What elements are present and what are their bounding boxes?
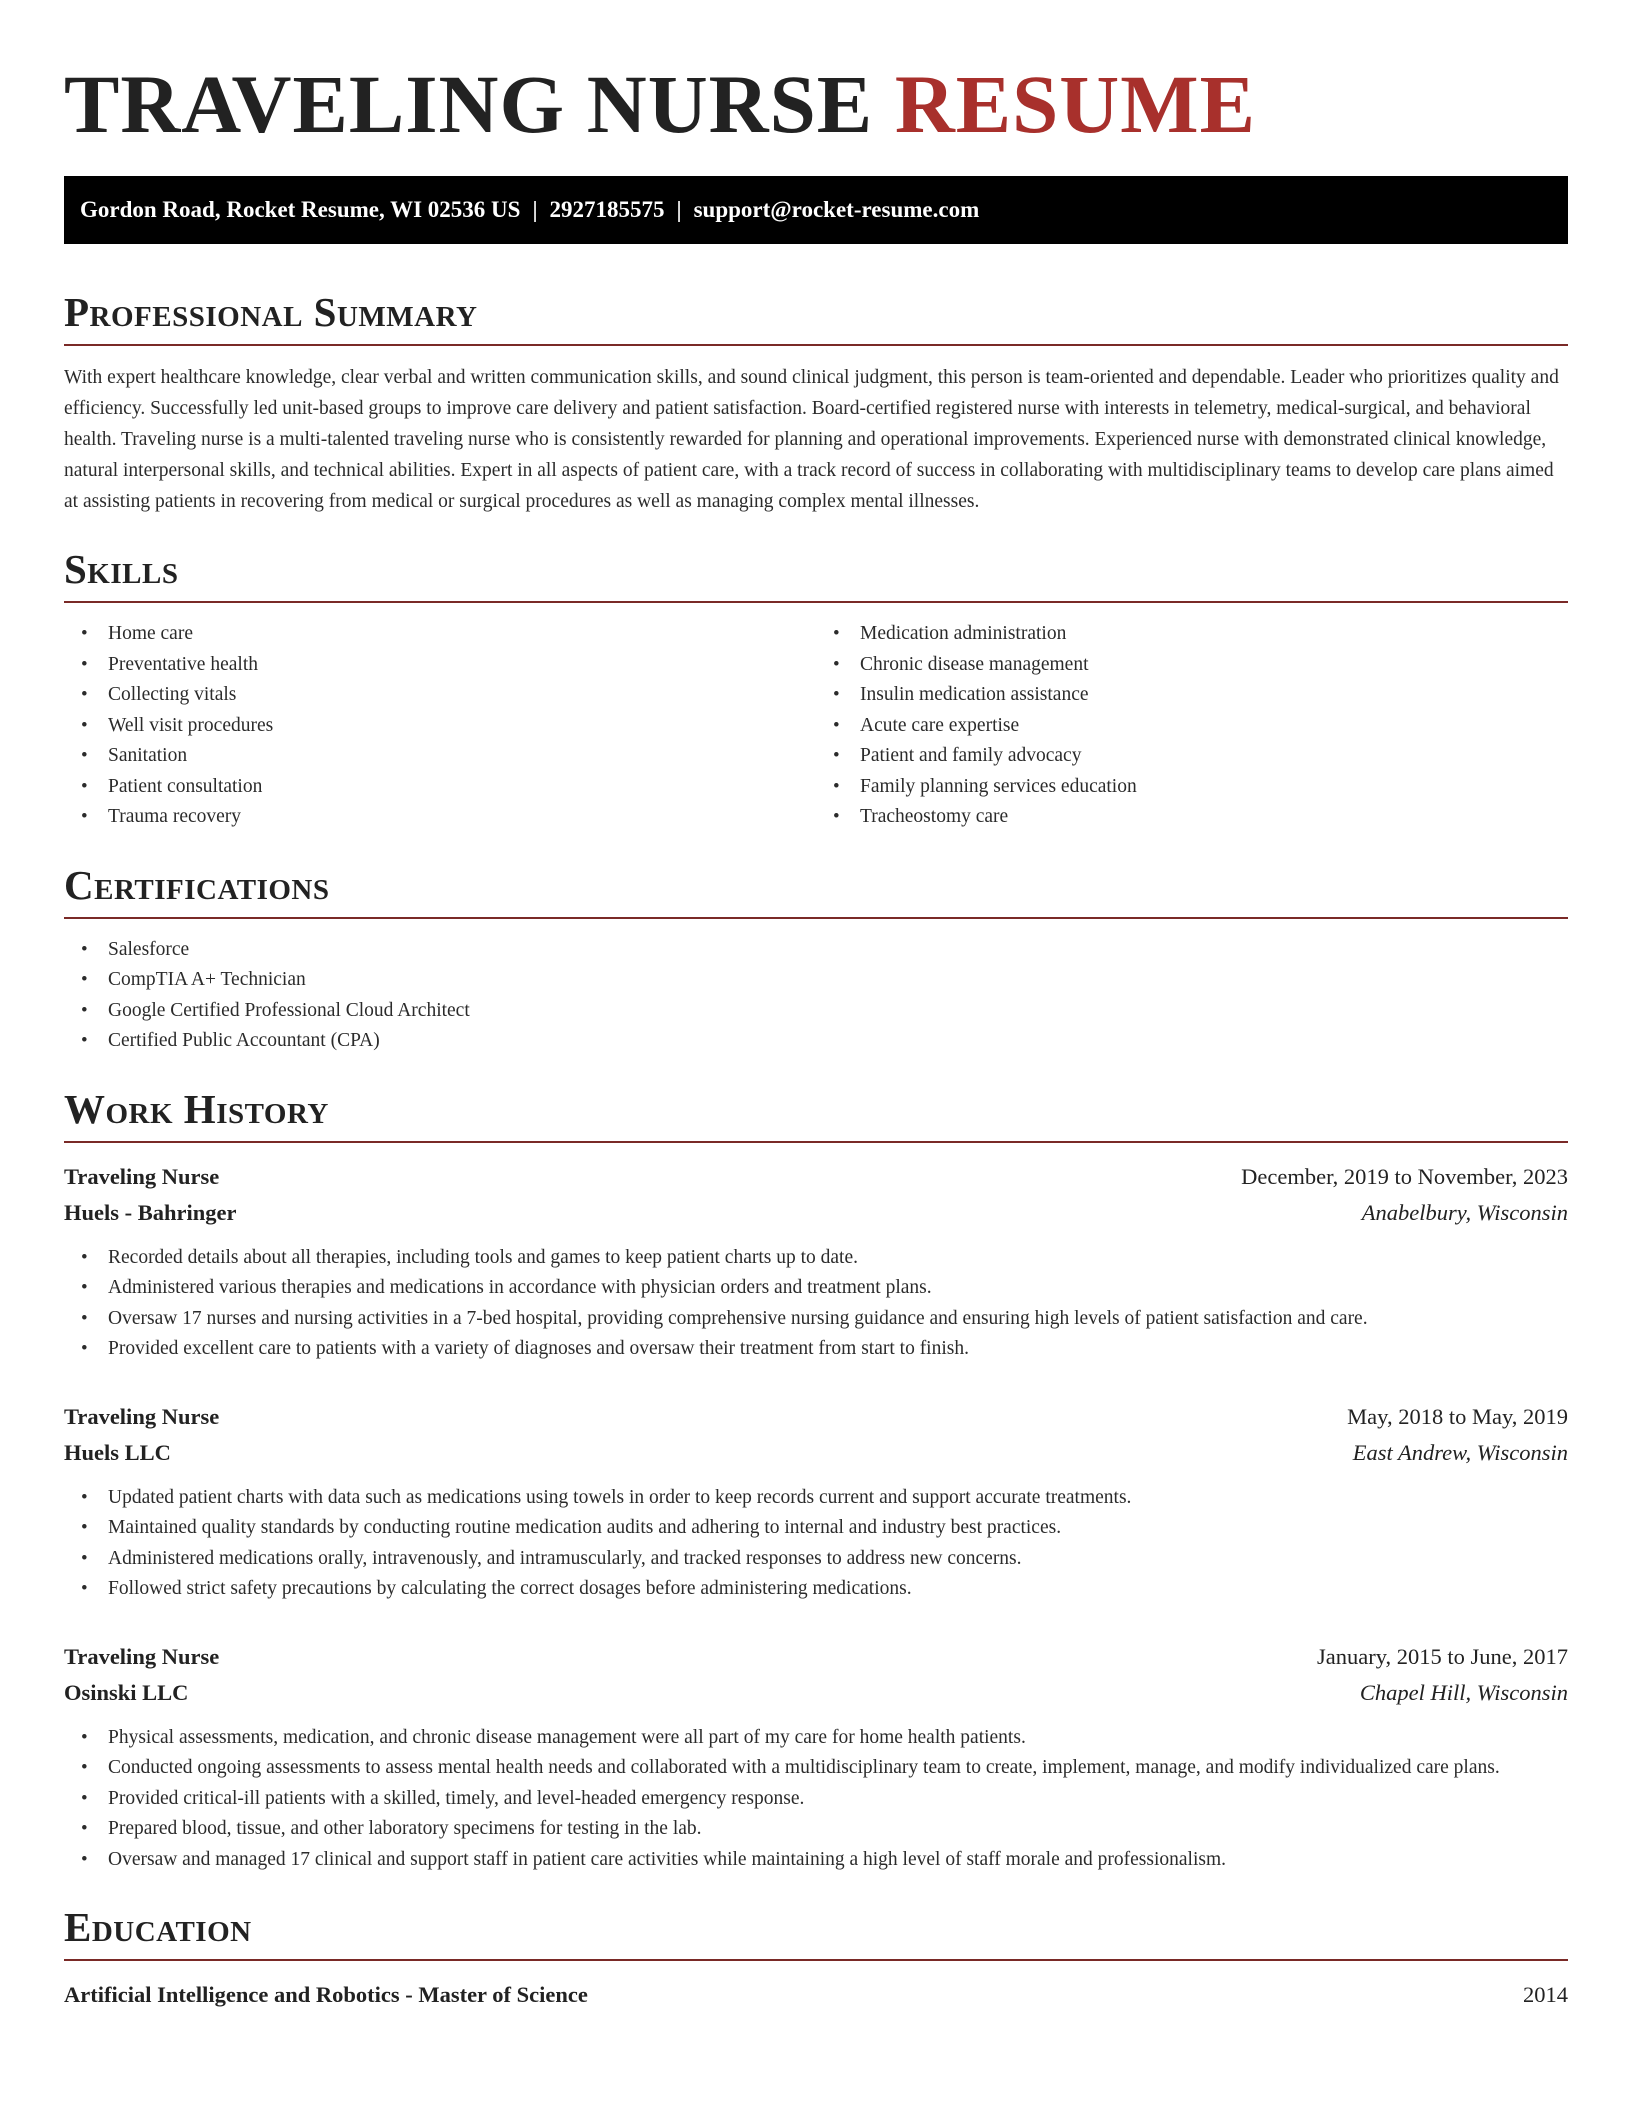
job-bullet: • Recorded details about all therapies, including tools and games to keep patient charts up to date.: [64, 1243, 1568, 1274]
resume-title: [64, 0, 1568, 160]
certification-item: • Certified Public Accountant (CPA): [64, 1026, 1568, 1057]
job-role: Traveling Nurse: [64, 1403, 220, 1429]
skill-item: • Home care: [64, 619, 816, 650]
certification-item: • Salesforce: [64, 935, 1568, 966]
job-bullet: • Prepared blood, tissue, and other laboratory specimens for testing in the lab.: [64, 1814, 1568, 1845]
skill-item: • Trauma recovery: [64, 802, 816, 833]
job-bullet: • Conducted ongoing assessments to assess mental health needs and collaborated with a multidisciplinary team to create, implement, manage, and modify individualized care plans.: [64, 1753, 1568, 1784]
job-company-row: [64, 1435, 1568, 1471]
contact-separator: |: [676, 197, 682, 222]
job-bullet: • Updated patient charts with data such as medications using towels in order to keep records current and support accurate treatments.: [64, 1483, 1568, 1514]
job-header-row: [64, 1159, 1568, 1195]
job-bullet: • Provided critical-ill patients with a skilled, timely, and level-headed emergency response.: [64, 1784, 1568, 1815]
job-entry: [64, 1399, 1568, 1605]
title-accent: RESUME: [894, 58, 1256, 150]
section-heading-skills: Skills: [64, 545, 1568, 603]
job-company: Huels - Bahringer: [64, 1199, 237, 1225]
skill-item: • Preventative health: [64, 650, 816, 681]
section-heading-certifications: Certifications: [64, 861, 1568, 919]
skills-list-right: [816, 619, 1568, 833]
job-company-row: [64, 1675, 1568, 1711]
job-location: Chapel Hill, Wisconsin: [1359, 1679, 1568, 1705]
education-entry: [64, 1977, 1568, 2013]
section-heading-summary: Professional Summary: [64, 288, 1568, 346]
skill-item: • Insulin medication assistance: [816, 680, 1568, 711]
skill-item: • Well visit procedures: [64, 711, 816, 742]
skill-item: • Patient and family advocacy: [816, 741, 1568, 772]
job-bullet: • Administered various therapies and medications in accordance with physician orders and treatment plans.: [64, 1273, 1568, 1304]
job-bullet: • Physical assessments, medication, and chronic disease management were all part of my care for home health patients.: [64, 1723, 1568, 1754]
job-bullet: • Oversaw 17 nurses and nursing activities in a 7-bed hospital, providing comprehensive nursing guidance and ensuring high levels of patient satisfaction and care.: [64, 1304, 1568, 1335]
certification-item: • Google Certified Professional Cloud Architect: [64, 996, 1568, 1027]
summary-text: With expert healthcare knowledge, clear verbal and written communication skills, and sound clinical judgment, this person is team-oriented and dependable. Leader who prioritizes quality and efficiency. Successfully led unit-based groups to improve care delivery and patient satisfaction. Board-certified registered nurse with interests in telemetry, medical-surgical, and behavioral health. Traveling nurse is a multi-talented traveling nurse who is consistently rewarded for planning and operational improvements. Experienced nurse with demonstrated clinical knowledge, natural interpersonal skills, and technical abilities. Expert in all aspects of patient care, with a track record of success in collaborating with multidisciplinary teams to develop care plans aimed at assisting patients in recovering from medical or surgical procedures as well as managing complex mental illnesses.: [64, 367, 1559, 512]
job-location: Anabelbury, Wisconsin: [1361, 1199, 1568, 1225]
skill-item: • Acute care expertise: [816, 711, 1568, 742]
title-main: TRAVELING NURSE: [64, 58, 874, 150]
job-dates: December, 2019 to November, 2023: [1241, 1163, 1568, 1189]
job-bullet: • Provided excellent care to patients with a variety of diagnoses and oversaw their treatment from start to finish.: [64, 1334, 1568, 1365]
education-year: 2014: [1523, 1982, 1568, 2007]
certification-item: • CompTIA A+ Technician: [64, 965, 1568, 996]
skill-item: • Tracheostomy care: [816, 802, 1568, 833]
job-entry: [64, 1159, 1568, 1365]
contact-email: support@rocket-resume.com: [693, 197, 980, 222]
job-role: Traveling Nurse: [64, 1163, 220, 1189]
skill-item: • Chronic disease management: [816, 650, 1568, 681]
job-dates: January, 2015 to June, 2017: [1316, 1643, 1568, 1669]
job-company: Huels LLC: [64, 1439, 171, 1465]
job-entry: [64, 1639, 1568, 1876]
skill-item: • Sanitation: [64, 741, 816, 772]
skill-item: • Family planning services education: [816, 772, 1568, 803]
contact-address: Gordon Road, Rocket Resume, WI 02536 US: [80, 197, 521, 222]
job-dates: May, 2018 to May, 2019: [1347, 1403, 1568, 1429]
job-company: Osinski LLC: [64, 1679, 189, 1705]
skills-list-left: [64, 619, 816, 833]
skill-item: • Collecting vitals: [64, 680, 816, 711]
job-header-row: [64, 1639, 1568, 1675]
skill-item: • Patient consultation: [64, 772, 816, 803]
job-location: East Andrew, Wisconsin: [1352, 1439, 1568, 1465]
contact-bar: [64, 176, 1568, 244]
job-bullets: [64, 1483, 1568, 1605]
contact-phone: 2927185575: [549, 197, 665, 222]
job-bullets: [64, 1243, 1568, 1365]
job-bullet: • Administered medications orally, intravenously, and intramuscularly, and tracked responses to address new concerns.: [64, 1544, 1568, 1575]
job-bullet: • Maintained quality standards by conducting routine medication audits and adhering to internal and industry best practices.: [64, 1513, 1568, 1544]
job-header-row: [64, 1399, 1568, 1435]
contact-separator: |: [532, 197, 538, 222]
education-degree: Artificial Intelligence and Robotics - Master of Science: [64, 1982, 588, 2007]
job-bullet: • Oversaw and managed 17 clinical and support staff in patient care activities while maintaining a high level of staff morale and professionalism.: [64, 1845, 1568, 1876]
certifications-list: [64, 935, 1568, 1057]
section-heading-education: Education: [64, 1903, 1568, 1961]
job-bullets: [64, 1723, 1568, 1876]
section-heading-work-history: Work History: [64, 1085, 1568, 1143]
job-role: Traveling Nurse: [64, 1643, 220, 1669]
skills-grid: [64, 619, 1568, 833]
skill-item: • Medication administration: [816, 619, 1568, 650]
job-company-row: [64, 1195, 1568, 1231]
job-bullet: • Followed strict safety precautions by calculating the correct dosages before administering medications.: [64, 1574, 1568, 1605]
